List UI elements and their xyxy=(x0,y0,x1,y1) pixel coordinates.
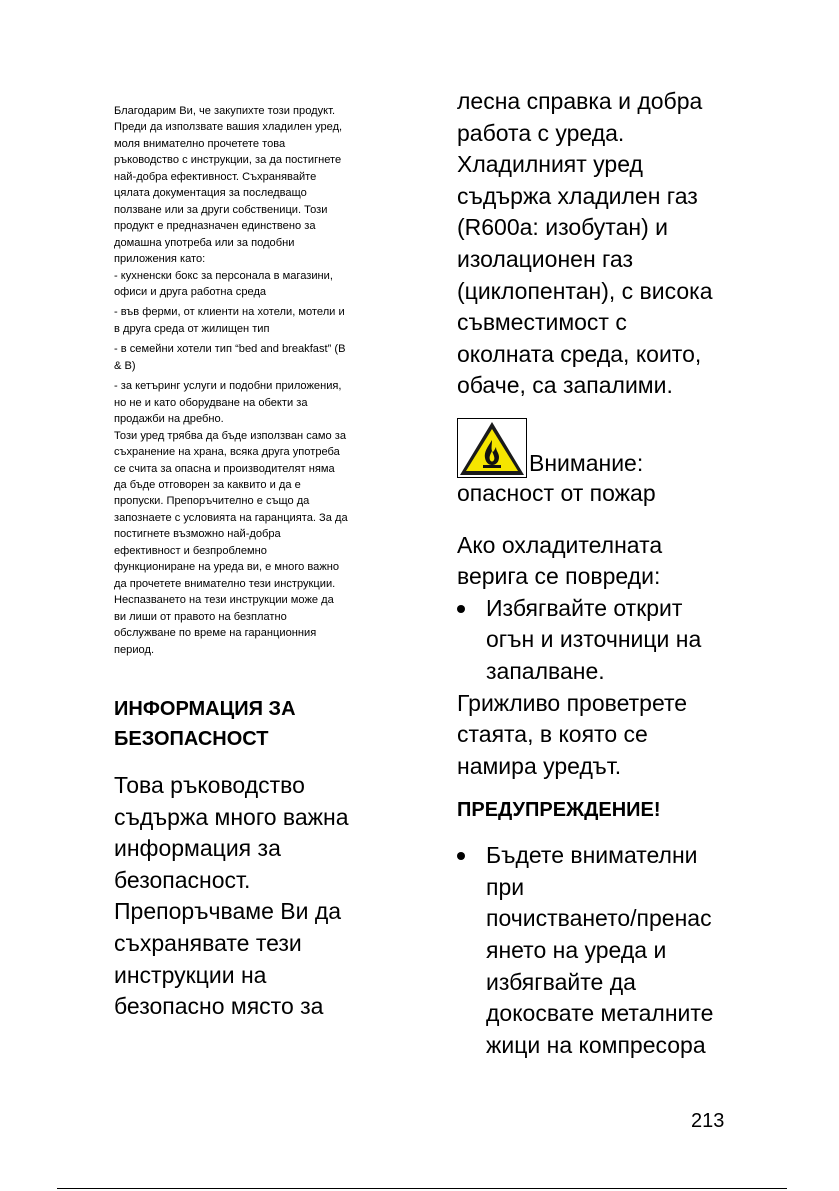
text-line: работа с уреда. xyxy=(457,119,625,146)
fire-warning xyxy=(457,418,757,478)
text-line: съдържа много важна xyxy=(114,803,349,830)
safety-information-heading xyxy=(114,694,414,754)
text-line: янето на уреда и xyxy=(486,937,667,964)
text-line: продажби на дребно. xyxy=(114,413,224,426)
footer-divider xyxy=(57,1188,787,1189)
text-line: в друга среда от жилищен тип xyxy=(114,322,270,335)
text-line: най-добра ефективност. Съхранявайте xyxy=(114,170,317,183)
text-line: обаче, са запалими. xyxy=(457,372,673,399)
text-line: съхранение на храна, всяка друга употреба xyxy=(114,446,340,459)
text-line: ви лиши от правото на безплатно xyxy=(114,610,287,623)
safety-intro-paragraph xyxy=(114,770,414,1023)
text-line: Неспазването на тези инструкции може да xyxy=(114,594,334,607)
text-line: огън и източници на xyxy=(486,626,702,653)
ventilate-paragraph xyxy=(457,688,757,783)
text-line: - във ферми, от клиенти на хотели, мотели и xyxy=(114,306,345,319)
text-line: запалване. xyxy=(486,657,605,684)
warning-subtitle: опасност от пожар xyxy=(457,479,656,506)
text-line: при xyxy=(486,873,525,900)
circuit-damage-paragraph xyxy=(457,530,757,593)
text-line: Благодарим Ви, че закупихте този продукт. xyxy=(114,105,336,117)
text-line: ползване или за други собственици. Този xyxy=(114,203,328,216)
text-line: офиси и друга работна среда xyxy=(114,285,267,298)
flammable-warning-icon xyxy=(457,418,527,478)
text-line: Преди да използвате вашия хладилен уред, xyxy=(114,121,343,134)
text-line: почистването/пренас xyxy=(486,905,712,932)
text-line: постигнете възможно най-добра xyxy=(114,528,281,541)
text-line: изолационен газ xyxy=(457,245,633,272)
text-line: се счита за опасна и производителят няма xyxy=(114,462,335,475)
text-line: безопасност. xyxy=(114,866,251,893)
text-line: жици на компресора xyxy=(486,1031,706,1058)
heading-line: БЕЗОПАСНОСТ xyxy=(114,728,269,750)
text-line: ръководство с инструкции, за да постигнете xyxy=(114,154,342,167)
text-line: избягвайте да xyxy=(486,968,636,995)
text-line: да прочетете внимателно тези инструкции. xyxy=(114,577,336,590)
text-line: лесна справка и добра xyxy=(457,88,703,114)
text-line: цялата документация за последващо xyxy=(114,187,307,200)
text-line: - за кетъринг услуги и подобни приложения, xyxy=(114,380,342,393)
text-line: Грижливо проветрете xyxy=(457,689,688,716)
intro-paragraph-small xyxy=(114,103,386,658)
text-line: Избягвайте открит xyxy=(486,594,683,621)
text-line: (R600a: изобутан) и xyxy=(457,214,668,241)
text-line: безопасно място за xyxy=(114,993,324,1020)
warning-label: Внимание: xyxy=(529,449,644,476)
text-line: докосвате металните xyxy=(486,1000,714,1027)
text-line: Хладилният уред xyxy=(457,151,643,178)
text-line: Бъдете внимателни xyxy=(486,842,698,869)
text-line: Препоръчваме Ви да xyxy=(114,898,342,925)
text-line: ефективност и безпроблемно xyxy=(114,544,267,557)
text-line: инструкции на xyxy=(114,961,267,988)
text-line: Това ръководство xyxy=(114,772,305,798)
text-line: съхранявате тези xyxy=(114,929,302,956)
text-line: запознаете с условията на гаранцията. За да xyxy=(114,511,348,524)
text-line: (циклопентан), с висока xyxy=(457,277,713,304)
page-number: 213 xyxy=(691,1110,725,1132)
text-line: стаята, в която се xyxy=(457,721,648,748)
text-line: функциониране на уреда ви, е много важно xyxy=(114,561,340,574)
text-line: да бъде отговорен за каквито и да е xyxy=(114,478,301,491)
heading-line: ИНФОРМАЦИЯ ЗА xyxy=(114,698,296,720)
text-line: Ако охладителната xyxy=(457,531,663,558)
text-line: съвместимост с xyxy=(457,309,627,336)
bullet-careful-cleaning xyxy=(457,840,757,1061)
text-line: & B) xyxy=(114,359,136,372)
warning-heading: ПРЕДУПРЕЖДЕНИЕ! xyxy=(457,799,661,822)
text-line: Този уред трябва да бъде използван само за xyxy=(114,429,347,442)
refrigerant-paragraph xyxy=(457,86,757,402)
text-line: околната среда, които, xyxy=(457,340,702,367)
text-line: верига се повреди: xyxy=(457,563,661,590)
text-line: пропуски. Препоръчително е също да xyxy=(114,495,310,508)
text-line: намира уредът. xyxy=(457,752,622,779)
text-line: обслужване по време на гаранционния xyxy=(114,627,317,640)
text-line: приложения като: xyxy=(114,253,206,266)
text-line: но не и като оборудване на обекти за xyxy=(114,396,308,409)
text-line: период. xyxy=(114,643,155,656)
bullet-icon xyxy=(457,852,465,860)
right-column xyxy=(457,86,757,1061)
bullet-avoid-fire xyxy=(457,593,757,688)
text-line: продукт е предназначен единствено за xyxy=(114,220,316,233)
text-line: информация за xyxy=(114,835,281,862)
text-line: съдържа хладилен газ xyxy=(457,182,698,209)
text-line: моля внимателно прочетете това xyxy=(114,137,286,150)
text-line: - в семейни хотели тип “bed and breakfast” (B xyxy=(114,343,346,356)
text-line: домашна употреба или за подобни xyxy=(114,236,295,249)
text-line: - кухненски бокс за персонала в магазини, xyxy=(114,269,333,282)
bullet-icon xyxy=(457,605,465,613)
